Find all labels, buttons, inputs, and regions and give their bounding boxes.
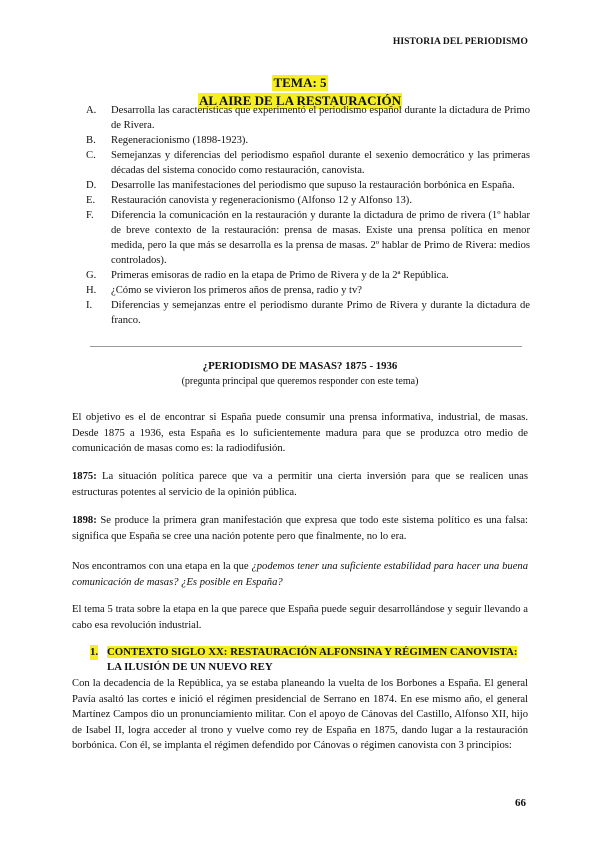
topic-text: ¿Cómo se vivieron los primeros años de prensa, radio y tv? <box>111 285 362 296</box>
paragraph-1898 <box>72 513 528 544</box>
topic-letter: A. <box>86 105 97 116</box>
paragraph-1875 <box>72 469 528 500</box>
paragraph-objective: El objetivo es el de encontrar si España puede consumir una prensa informativa, industrial, de masas. Desde 1875 a 1936, esta España es lo suficientemente madura para que se produzca otro medio de comunicación de masas como es: la radiodifusión. <box>72 412 528 454</box>
topic-letter: H. <box>86 285 97 296</box>
topic-letter: I. <box>86 300 93 311</box>
topic-item <box>86 298 530 328</box>
section-divider <box>90 346 522 347</box>
topic-item <box>86 178 530 193</box>
topic-letter: B. <box>86 135 96 146</box>
section-subtitle: (pregunta principal que queremos responder con este tema) <box>181 376 419 387</box>
topic-letter: G. <box>86 270 97 281</box>
running-header-title: HISTORIA DEL PERIODISMO <box>392 37 528 47</box>
year-label-1898: 1898: <box>72 515 97 526</box>
topic-text: Desarrolla las características que experimentó el periodismo español durante la dictadura de Primo de Rivera. <box>111 105 530 131</box>
topic-item <box>86 103 530 133</box>
topic-letter: E. <box>86 195 96 206</box>
topic-item <box>86 283 530 298</box>
topic-item <box>86 208 530 268</box>
topic-text: Desarrolle las manifestaciones del periodismo que supuso la restauración borbónica en España. <box>111 180 515 191</box>
topic-item <box>86 148 530 178</box>
topic-letter: D. <box>86 180 97 191</box>
topic-item <box>86 193 530 208</box>
context-heading-number: 1. <box>90 646 99 658</box>
topic-text: Regeneracionismo (1898-1923). <box>111 135 249 146</box>
topic-item <box>86 133 530 148</box>
context-heading-rest: LA ILUSIÓN DE UN NUEVO REY <box>107 661 273 673</box>
paragraph-context: Con la decadencia de la República, ya se estaba planeando la vuelta de los Borbones a España. El general Pavía asaltó las cortes e inició el régimen presidencial de Serrano en 1874. En ese mismo año, el general Martínez Campos dio un pronunciamiento militar. Con el apoyo de Cánovas del Castillo, Alfonso XII, hijo de Isabel II, logra acceder al trono y vuelve como rey de España en 1875, dando lugar a la restauración borbónica. Con él, se implanta el régimen defendido por Cánovas o régimen canovista con 3 principios: <box>72 678 528 751</box>
topic-text: Restauración canovista y regeneracionismo (Alfonso 12 y Alfonso 13). <box>111 195 412 206</box>
paragraph-1898-text: Se produce la primera gran manifestación que expresa que todo este sistema político es una falsa: significa que España se cree una nación potente pero que finalmente, no lo era. <box>72 515 528 542</box>
topic-letter: F. <box>86 210 94 221</box>
paragraph-tema-summary: El tema 5 trata sobre la etapa en la que parece que España puede seguir desarrollándose y seguir llevando a cabo esa revolución industrial. <box>72 604 528 631</box>
paragraph-question-italic: ¿podemos tener una suficiente estabilidad para hacer una buena comunicación de masas? ¿Es posible en España? <box>72 561 528 588</box>
topic-item <box>86 268 530 283</box>
context-heading <box>90 645 530 675</box>
topic-text: Primeras emisoras de radio en la etapa de Primo de Rivera y de la 2ª República. <box>111 270 449 281</box>
tema-number: TEMA: 5 <box>273 75 327 90</box>
topic-text: Semejanzas y diferencias del periodismo español durante el sexenio democrático y las primeras décadas del sistema conocido como restauración, canovista. <box>111 150 530 176</box>
section-title: ¿PERIODISMO DE MASAS? 1875 - 1936 <box>202 360 398 372</box>
context-heading-highlighted: CONTEXTO SIGLO XX: RESTAURACIÓN ALFONSINA Y RÉGIMEN CANOVISTA: <box>107 646 518 658</box>
topic-text: Diferencias y semejanzas entre el periodismo durante Primo de Rivera y durante la dictadura de franco. <box>111 300 530 326</box>
paragraph-question-plain: Nos encontramos con una etapa en la que <box>72 561 252 572</box>
topic-list <box>86 103 530 328</box>
topic-letter: C. <box>86 150 96 161</box>
paragraph-1875-text: La situación política parece que va a permitir una cierta inversión para que se realicen unas estructuras potentes al servicio de la opinión pública. <box>72 471 528 498</box>
topic-text: Diferencia la comunicación en la restauración y durante la dictadura de primo de rivera (1º hablar de breve contexto de la restauración: prensa de masas. Existe una prensa política en menor medida, pero la que más se desarrolla es la prensa de masas. 2º hablar de Primo de Rivera: medios controlados). <box>111 210 530 266</box>
page-number: 66 <box>515 797 526 809</box>
paragraph-question <box>72 559 528 590</box>
year-label-1875: 1875: <box>72 471 97 482</box>
tema-title: AL AIRE DE LA RESTAURACIÓN <box>198 93 402 108</box>
